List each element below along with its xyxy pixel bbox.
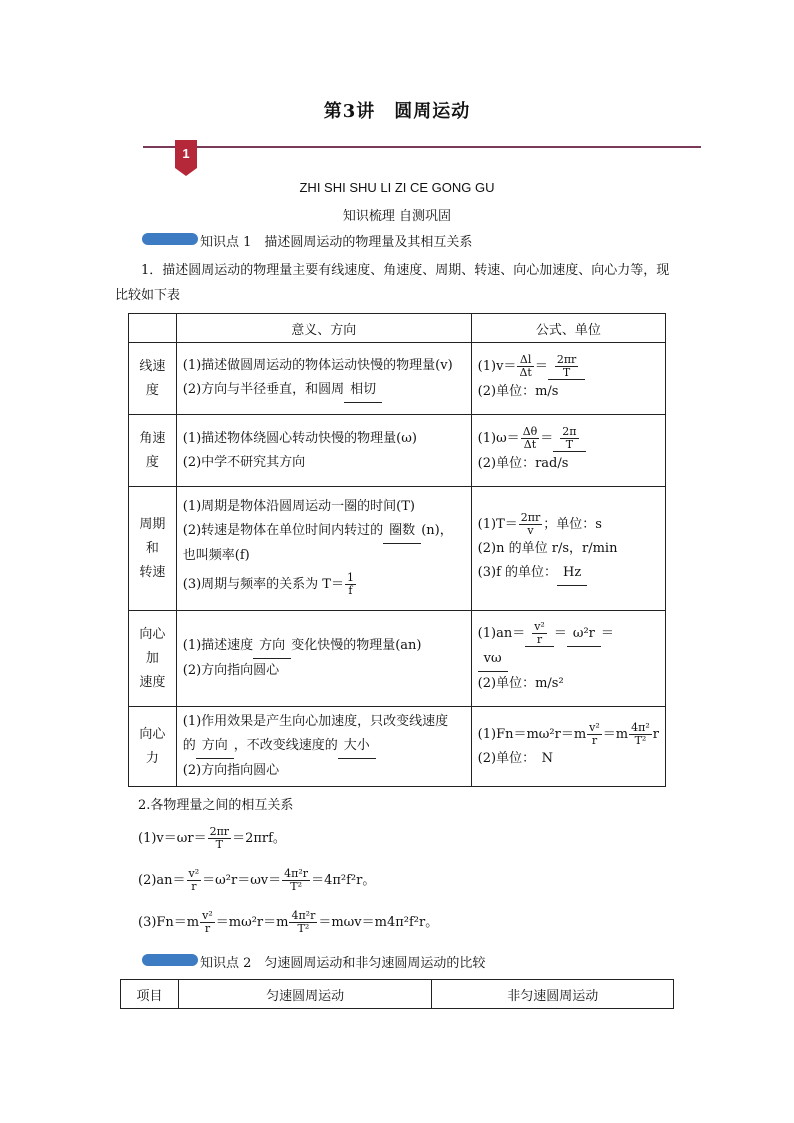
- meaning-cell: [176, 611, 471, 707]
- header-cell: 公式、单位: [471, 314, 665, 343]
- formula-line: (1)Fn＝mω²r＝m $\frac{\text{v²}}{r}$ ＝m $\frac{\text{4π²}}{\text{T²}}$ r: [477, 721, 659, 747]
- relation-line: (1)v＝ωr＝ $\frac{2\pi r}{T}$ ＝2πrf。: [138, 825, 286, 851]
- formula-line: (2)单位：m/s: [477, 383, 559, 399]
- fraction: $\frac{\text{v²}}{r}$: [534, 620, 545, 646]
- fraction: $\frac{2\pi r}{T}$: [556, 352, 577, 379]
- meaning-line: (2)中学不研究其方向: [182, 454, 306, 470]
- meaning-cell: [176, 343, 471, 415]
- blank-answer: 圈数: [383, 519, 421, 544]
- formula-line: (1)T＝ $\frac{2\pi r}{v}$ ；单位：s: [477, 510, 602, 537]
- header-cell: 匀速圆周运动: [178, 980, 432, 1009]
- meaning-line: 的 方向 ，不改变线速度的 大小: [183, 734, 465, 759]
- fraction: $\frac{2\pi r}{T}$: [209, 825, 230, 851]
- meaning-line: (3)周期与频率的关系为 T＝ $\frac{1}{f}$: [182, 571, 354, 597]
- meaning-line: (1)作用效果是产生向心加速度，只改变线速度: [182, 714, 449, 729]
- row-label: 线速度: [129, 343, 177, 415]
- fraction: $\frac{\text{4π²r}}{\text{T²}}$: [291, 909, 316, 935]
- table-header-row: [121, 980, 674, 1009]
- row-label: 向心力: [129, 707, 177, 787]
- formula-line: (1)an＝ $\frac{\text{v²}}{r}$ ＝ ω²r ＝: [477, 620, 614, 646]
- page-title: 第3讲 圆周运动: [323, 101, 471, 122]
- meaning-line: (1)描述物体绕圆心转动快慢的物理量(ω): [182, 430, 417, 446]
- fraction: $\frac{\text{4π²}}{\text{T²}}$: [631, 721, 650, 747]
- blank-answer: Hz: [557, 561, 587, 586]
- table-row: [129, 707, 666, 787]
- formula-line: (2)单位：rad/s: [477, 455, 569, 471]
- meaning-line: (2)方向指向圆心: [182, 763, 280, 778]
- section-subtitle: 知识梳理 自测巩固: [342, 209, 452, 224]
- blank-answer: 大小: [338, 734, 376, 759]
- knowledge-point-2: [142, 952, 642, 970]
- formula-line: (2)n 的单位 r/s，r/min: [477, 540, 618, 556]
- meaning-line: (2)方向指向圆心: [182, 663, 280, 678]
- fraction: $\frac{\text{v²}}{r}$: [589, 721, 600, 747]
- knowledge-point-label: 知识点 1 描述圆周运动的物理量及其相互关系: [200, 235, 473, 250]
- row-label: 向心加 速度: [129, 611, 177, 707]
- quantities-table: [128, 313, 666, 787]
- row-label: 角速度: [129, 415, 177, 487]
- meaning-line: 也叫频率(f): [182, 548, 250, 563]
- table-header-row: [129, 314, 666, 343]
- blank-answer: [548, 354, 586, 380]
- blank-answer: 相切: [344, 378, 382, 403]
- blank-answer: 方向: [253, 634, 291, 659]
- formula-cell: [471, 415, 665, 487]
- fraction: $\frac{\Delta l}{\Delta t}$: [519, 352, 532, 379]
- fraction: $\frac{\Delta\theta}{\Delta t}$: [522, 424, 538, 451]
- formula-line: (2)单位：m/s²: [477, 676, 564, 691]
- table-row: [129, 487, 666, 611]
- knowledge-pill-icon: [142, 233, 198, 245]
- comparison-table: [120, 979, 674, 1009]
- formula-line: (3)f 的单位： Hz: [478, 561, 659, 586]
- meaning-line: (2)转速是物体在单位时间内转过的 圈数 (n)，: [183, 519, 465, 544]
- blank-answer: [525, 621, 554, 647]
- formula-line: (1)ω＝ $\frac{\Delta\theta}{\Delta t}$ ＝ $\frac{2\pi}{T}$: [478, 426, 659, 452]
- meaning-line: (1)描述做圆周运动的物体运动快慢的物理量(v): [182, 358, 453, 373]
- header-cell: 非匀速圆周运动: [432, 980, 674, 1009]
- relation-line: (2)an＝ $\frac{\text{v²}}{r}$ ＝ω²r＝ωv＝ $\frac{\text{4π²r}}{\text{T²}}$ ＝4π²f²r。: [138, 867, 376, 893]
- formula-cell: [471, 707, 665, 787]
- formula-line: [478, 647, 659, 672]
- meaning-line: (1)描述速度 方向 变化快慢的物理量(an): [183, 634, 465, 659]
- meaning-cell: [176, 487, 471, 611]
- title-rule: [143, 146, 701, 148]
- formula-cell: [471, 343, 665, 415]
- meaning-line: (2)方向与半径垂直，和圆周 相切: [183, 378, 465, 403]
- meaning-line: (1)周期是物体沿圆周运动一圈的时间(T): [182, 499, 415, 514]
- fraction: $\frac{\text{4π²r}}{\text{T²}}$: [284, 867, 309, 893]
- knowledge-point-1: [142, 231, 642, 249]
- table-row: [129, 611, 666, 707]
- knowledge-pill-icon: [142, 954, 198, 966]
- formula-cell: [471, 487, 665, 611]
- knowledge-point-label: 知识点 2 匀速圆周运动和非匀速圆周运动的比较: [200, 956, 486, 971]
- formula-line: (2)单位： N: [477, 751, 553, 766]
- formula-line: (1)v＝ $\frac{\Delta l}{\Delta t}$ ＝ $\frac{2\pi r}{T}$: [478, 354, 659, 380]
- header-cell: 意义、方向: [176, 314, 471, 343]
- formula-cell: [471, 611, 665, 707]
- header-cell: 项目: [121, 980, 179, 1009]
- fraction: $\frac{2\pi}{T}$: [562, 424, 577, 451]
- fraction: $\frac{\text{v²}}{r}$: [188, 867, 200, 893]
- relations-heading: 2.各物理量之间的相互关系: [138, 798, 294, 813]
- blank-answer: 方向: [196, 734, 234, 759]
- blank-answer: vω: [478, 647, 508, 672]
- section-pinyin: ZHI SHI SHU LI ZI CE GONG GU: [299, 180, 495, 195]
- intro-paragraph: 1．描述圆周运动的物理量主要有线速度、角速度、周期、转速、向心加速度、向心力等，现比较如下表: [115, 263, 670, 303]
- blank-answer: ω²r: [567, 622, 601, 647]
- table-row: [129, 343, 666, 415]
- fraction: $\frac{\text{v²}}{r}$: [202, 909, 213, 935]
- fraction: $\frac{1}{f}$: [346, 571, 354, 597]
- meaning-cell: [176, 707, 471, 787]
- table-row: [129, 415, 666, 487]
- blank-answer: [553, 426, 585, 452]
- fraction: $\frac{2\pi r}{v}$: [520, 510, 541, 537]
- header-cell: [129, 314, 177, 343]
- meaning-cell: [176, 415, 471, 487]
- badge-number: 1: [182, 146, 190, 161]
- section-badge: [175, 140, 197, 176]
- relation-line: (3)Fn＝m $\frac{\text{v²}}{r}$ ＝mω²r＝m $\frac{\text{4π²r}}{\text{T²}}$ ＝mωv＝m4π²f²r。: [138, 909, 439, 935]
- row-label: 周期和 转速: [129, 487, 177, 611]
